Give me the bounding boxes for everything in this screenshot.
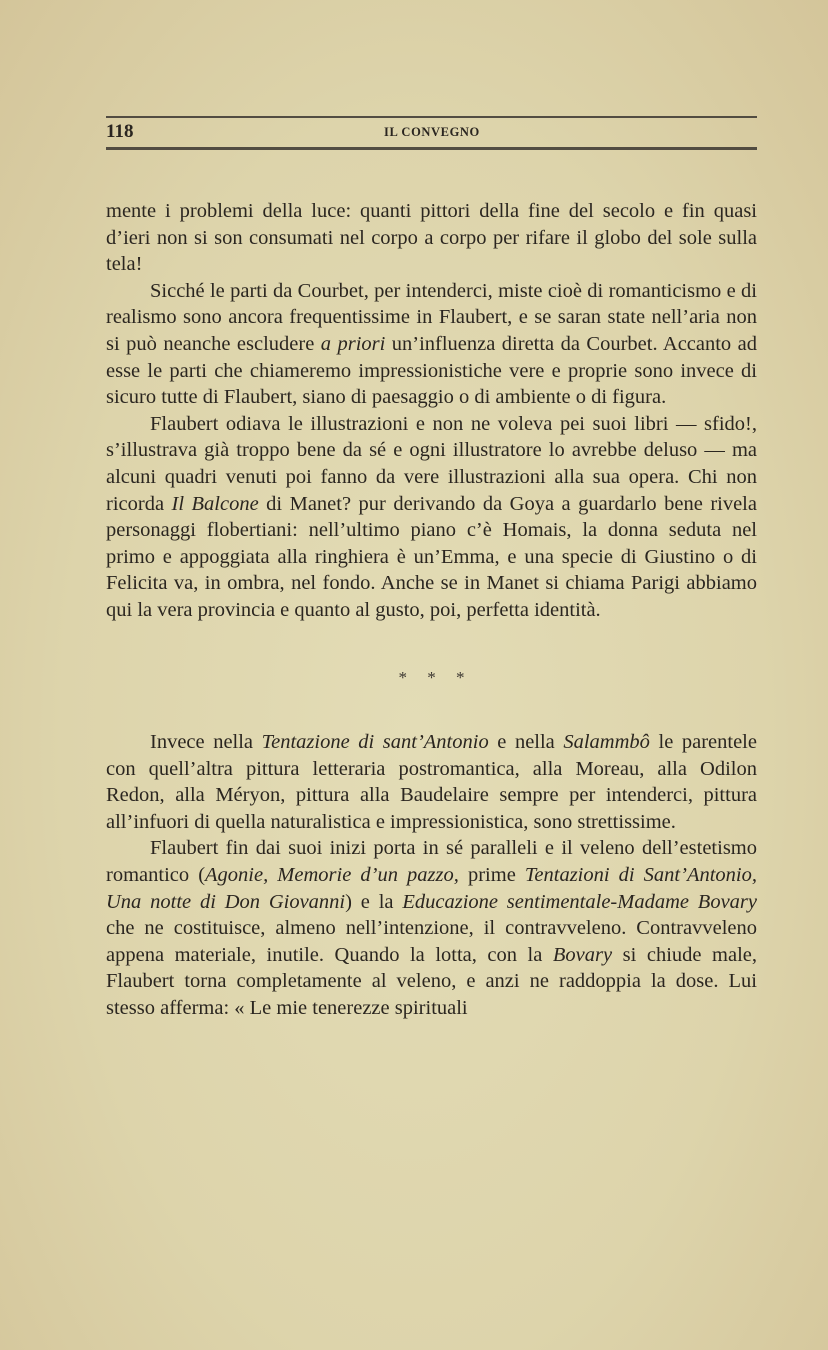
text-run: un’influenza diretta da Courbet. Accanto ad esse le parti che chiameremo impressionistiche vere e proprie sono invece di sicuro tutte di Flaubert, siano di paesaggio o di ambiente o di figura.	[106, 332, 757, 409]
italic-run: Tentazioni di Sant’Antonio, Una notte di Don Giovanni	[106, 864, 757, 913]
text-run: e nella	[488, 731, 564, 754]
page-header	[106, 116, 757, 150]
italic-run: Agonie, Memorie d’un pazzo,	[205, 864, 459, 887]
paragraph-illustrazioni	[106, 411, 757, 624]
text-run: di Manet? pur derivando da Goya a guardarlo bene rivela personaggi flobertiani: nell’ultimo piano c’è Homais, la donna seduta nel primo e appoggiata alla ringhiera è un’Emma, e una specie di Giustino o di Felicita va, in ombra, nel fondo. Anche se in Manet si chiama Parigi abbiamo qui la vera provincia e quanto al gusto, poi, perfetta identità.	[106, 492, 757, 621]
italic-run: Tentazione di sant’Antonio	[261, 731, 489, 754]
paragraph-veleno	[106, 835, 757, 1021]
italic-run: Salammbô	[563, 731, 650, 754]
text-run: che ne costituisce, almeno nell’intenzione, il contravveleno. Contravveleno appena materiale, inutile. Quando la lotta, con la	[106, 917, 757, 966]
text-run: si chiude male, Flaubert torna completamente al veleno, e anzi ne raddoppia la dose. Lui stesso afferma: « Le mie tenerezze spirituali	[106, 943, 757, 1020]
body-text	[106, 198, 757, 1022]
paragraph-tentazione	[106, 729, 757, 835]
italic-run: a priori	[320, 332, 386, 355]
header-rule-bottom	[106, 147, 757, 150]
text-run: Flaubert fin dai suoi inizi porta in sé paralleli e il veleno dell’estetismo romantico (	[106, 837, 757, 887]
text-run: Invece nella	[150, 731, 262, 754]
header-rule-top	[106, 116, 757, 118]
text-run: Flaubert odiava le illustrazioni e non ne voleva pei suoi libri — sfido!, s’illustrava già troppo bene da sé e ogni illustratore lo avrebbe deluso — ma alcuni quadri venuti poi fanno da vere illustrazioni alla sua opera. Chi non ricorda	[106, 412, 757, 515]
paragraph-continuation: mente i problemi della luce: quanti pittori della fine del secolo e fin quasi d’ieri non si son consumati nel corpo a corpo per rifare il globo del sole sulla tela!	[106, 200, 757, 276]
italic-run: Bovary	[552, 943, 613, 966]
text-run: ) e la	[345, 890, 403, 913]
paragraph-courbet	[106, 278, 757, 411]
italic-run: Il Balcone	[171, 492, 259, 515]
italic-run: Educazione sentimentale-Madame Bovary	[402, 890, 757, 913]
page-number: 118	[106, 121, 134, 142]
text-run: Sicché le parti da Courbet, per intenderci, miste cioè di romanticismo e di realismo sono ancora frequentissime in Flaubert, e se saran state nell’aria non si può neanche escludere	[106, 279, 757, 355]
text-run: prime	[458, 864, 525, 887]
running-title: IL CONVEGNO	[384, 125, 480, 139]
text-run: le parentele con quell’altra pittura letteraria postromantica, alla Moreau, alla Odilon Redon, alla Méryon, pittura alla Baudelaire sempre per intenderci, pittura all’infuori di quella naturalistica e impressionistica, sono strettissime.	[106, 731, 757, 833]
section-separator: * * *	[398, 667, 473, 687]
